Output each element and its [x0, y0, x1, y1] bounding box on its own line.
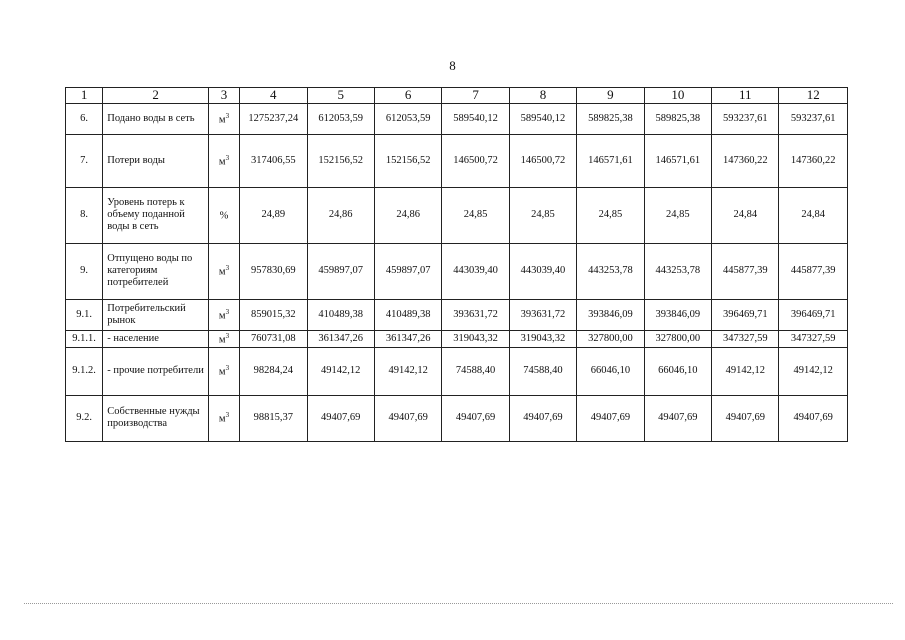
row-name: Потери воды [103, 134, 209, 187]
table-cell: 49407,69 [374, 395, 441, 441]
table-cell: 146500,72 [442, 134, 509, 187]
table-cell: 24,84 [712, 187, 779, 243]
row-unit [208, 103, 239, 134]
table-row [66, 299, 848, 330]
row-name: Потребительский рынок [103, 299, 209, 330]
row-unit [208, 299, 239, 330]
column-header: 8 [509, 88, 576, 104]
column-header: 11 [712, 88, 779, 104]
table-cell: 612053,59 [307, 103, 374, 134]
table-cell: 147360,22 [712, 134, 779, 187]
row-unit [208, 187, 239, 243]
table-cell: 49142,12 [712, 347, 779, 395]
table-cell: 24,85 [442, 187, 509, 243]
unit-superscript: 3 [225, 264, 230, 273]
table-cell: 49407,69 [509, 395, 576, 441]
table-cell: 612053,59 [374, 103, 441, 134]
table-cell: 49407,69 [644, 395, 711, 441]
row-unit [208, 395, 239, 441]
column-header: 7 [442, 88, 509, 104]
table-cell: 74588,40 [442, 347, 509, 395]
row-name: - население [103, 330, 209, 347]
column-header: 2 [103, 88, 209, 104]
table-row [66, 103, 848, 134]
table-cell: 49407,69 [307, 395, 374, 441]
table-cell: 1275237,24 [240, 103, 307, 134]
unit-text: м [218, 114, 226, 126]
row-name: - прочие потребители [103, 347, 209, 395]
table-cell: 98284,24 [240, 347, 307, 395]
table-cell: 459897,07 [307, 243, 374, 299]
table-cell: 24,86 [374, 187, 441, 243]
table-row [66, 243, 848, 299]
table-row [66, 330, 848, 347]
table-cell: 445877,39 [712, 243, 779, 299]
table-cell: 443253,78 [577, 243, 644, 299]
table-cell: 589540,12 [509, 103, 576, 134]
row-number: 9. [66, 243, 103, 299]
row-name: Собственные нужды производства [103, 395, 209, 441]
unit-text: м [218, 310, 226, 322]
table-cell: 49407,69 [442, 395, 509, 441]
water-balance-table [65, 87, 848, 442]
table-cell: 459897,07 [374, 243, 441, 299]
table-cell: 24,84 [779, 187, 848, 243]
table-cell: 327800,00 [644, 330, 711, 347]
row-name: Подано воды в сеть [103, 103, 209, 134]
table-cell: 24,89 [240, 187, 307, 243]
table-cell: 317406,55 [240, 134, 307, 187]
footer-divider [24, 603, 893, 604]
row-name: Отпущено воды по категориям потребителей [103, 243, 209, 299]
table-cell: 24,85 [509, 187, 576, 243]
table-cell: 396469,71 [779, 299, 848, 330]
row-name: Уровень потерь к объему поданной воды в сеть [103, 187, 209, 243]
table-cell: 66046,10 [644, 347, 711, 395]
column-header: 3 [208, 88, 239, 104]
header-row [66, 88, 848, 104]
table-cell: 393631,72 [509, 299, 576, 330]
table-cell: 859015,32 [240, 299, 307, 330]
table-cell: 410489,38 [374, 299, 441, 330]
unit-text: м [218, 156, 226, 168]
row-number: 6. [66, 103, 103, 134]
row-number: 9.1.1. [66, 330, 103, 347]
table-cell: 49142,12 [374, 347, 441, 395]
table-cell: 347327,59 [712, 330, 779, 347]
table-cell: 146571,61 [577, 134, 644, 187]
row-number: 8. [66, 187, 103, 243]
table-cell: 393846,09 [644, 299, 711, 330]
table-cell: 443039,40 [442, 243, 509, 299]
table-cell: 760731,08 [240, 330, 307, 347]
table-cell: 593237,61 [712, 103, 779, 134]
table-cell: 957830,69 [240, 243, 307, 299]
table-cell: 24,85 [644, 187, 711, 243]
unit-superscript: 3 [225, 364, 230, 373]
table-row [66, 187, 848, 243]
table-cell: 396469,71 [712, 299, 779, 330]
unit-superscript: 3 [225, 111, 230, 120]
table-cell: 319043,32 [509, 330, 576, 347]
table-cell: 393631,72 [442, 299, 509, 330]
table-row [66, 347, 848, 395]
table-cell: 147360,22 [779, 134, 848, 187]
table-cell: 24,86 [307, 187, 374, 243]
table-cell: 410489,38 [307, 299, 374, 330]
unit-text: м [218, 266, 226, 278]
table-cell: 319043,32 [442, 330, 509, 347]
table-cell: 98815,37 [240, 395, 307, 441]
unit-superscript: 3 [225, 307, 230, 316]
column-header: 5 [307, 88, 374, 104]
table-cell: 347327,59 [779, 330, 848, 347]
unit-text: м [218, 413, 226, 425]
column-header: 10 [644, 88, 711, 104]
table-cell: 589825,38 [577, 103, 644, 134]
table-row [66, 395, 848, 441]
table-cell: 589540,12 [442, 103, 509, 134]
table-cell: 593237,61 [779, 103, 848, 134]
table-row [66, 134, 848, 187]
table-cell: 443253,78 [644, 243, 711, 299]
table-cell: 445877,39 [779, 243, 848, 299]
row-unit [208, 134, 239, 187]
unit-text: м [218, 366, 226, 378]
table-cell: 152156,52 [307, 134, 374, 187]
column-header: 6 [374, 88, 441, 104]
table-cell: 49407,69 [779, 395, 848, 441]
table-cell: 361347,26 [374, 330, 441, 347]
table-cell: 66046,10 [577, 347, 644, 395]
table-cell: 146571,61 [644, 134, 711, 187]
row-unit [208, 243, 239, 299]
table-cell: 443039,40 [509, 243, 576, 299]
table-cell: 74588,40 [509, 347, 576, 395]
table-cell: 327800,00 [577, 330, 644, 347]
unit-text: % [219, 210, 229, 222]
row-number: 9.2. [66, 395, 103, 441]
unit-superscript: 3 [225, 153, 230, 162]
row-number: 9.1.2. [66, 347, 103, 395]
row-unit [208, 330, 239, 347]
table-cell: 152156,52 [374, 134, 441, 187]
table-cell: 49407,69 [712, 395, 779, 441]
table-cell: 24,85 [577, 187, 644, 243]
unit-text: м [218, 334, 226, 346]
row-unit [208, 347, 239, 395]
table-cell: 49142,12 [307, 347, 374, 395]
column-header: 12 [779, 88, 848, 104]
table-cell: 589825,38 [644, 103, 711, 134]
table-cell: 393846,09 [577, 299, 644, 330]
unit-superscript: 3 [225, 411, 230, 420]
table-cell: 361347,26 [307, 330, 374, 347]
column-header: 4 [240, 88, 307, 104]
table-cell: 49407,69 [577, 395, 644, 441]
table-cell: 49142,12 [779, 347, 848, 395]
row-number: 7. [66, 134, 103, 187]
table-cell: 146500,72 [509, 134, 576, 187]
column-header: 9 [577, 88, 644, 104]
row-number: 9.1. [66, 299, 103, 330]
column-header: 1 [66, 88, 103, 104]
unit-superscript: 3 [225, 331, 230, 340]
page-number: 8 [449, 58, 456, 73]
